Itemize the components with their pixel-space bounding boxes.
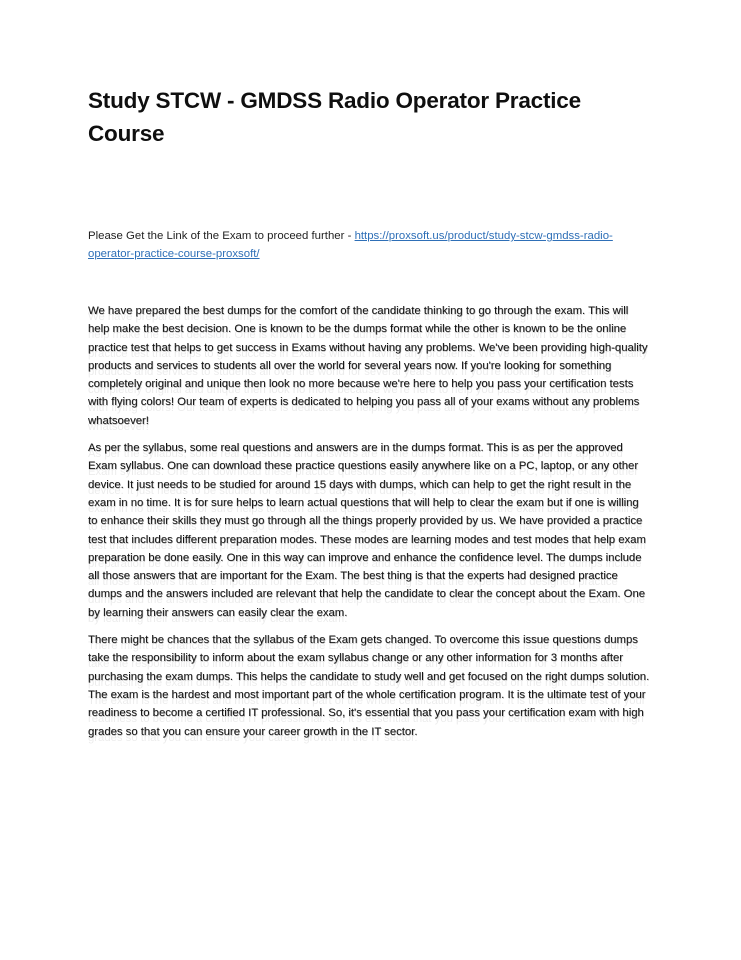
body-text — [88, 302, 650, 750]
paragraph-3: There might be chances that the syllabus of the Exam gets changed. To overcome this issue questions dumps take the responsibility to inform about the exam syllabus change or any other information for 3 months after purchasing the exam dumps. This helps the candidate to study well and get focused on the right dumps solution. The exam is the hardest and most important part of the whole certification program. It is the ultimate test of your readiness to become a certified IT professional. So, it's essential that you pass your certification exam with high grades so that you can ensure your career growth in the IT sector. — [88, 634, 650, 738]
paragraph-2: As per the syllabus, some real questions and answers are in the dumps format. This is as per the approved Exam syllabus. One can download these practice questions easily anywhere like on a PC, laptop, or any other device. It just needs to be studied for around 15 days with dumps, which can help to get the right result in the exam in no time. It is for sure helps to learn actual questions that will help to clear the exam but if one is willing to enhance their skills they must go through all the things properly provided by us. We have provided a practice test that includes different preparation modes. These modes are learning modes and test modes that help exam preparation be done easily. One in this way can improve and enhance the confidence level. The dumps include all those answers that are important for the Exam. The best thing is that the experts had designed practice dumps and the answers included are relevant that help the candidate to clear the concept about the Exam. One by learning their answers can easily clear the exam. — [88, 442, 646, 619]
paragraph-1: We have prepared the best dumps for the comfort of the candidate thinking to go through the exam. This will help make the best decision. One is known to be the dumps format while the other is known to be the online practice test that helps to get success in Exams without having any problems. We've been providing high-quality products and services to students all over the world for several years now. If you're looking for something completely original and unique then look no more because we're here to help you pass your certification tests with flying colors! Our team of experts is dedicated to helping you pass all of your exams without any problems whatsoever! — [88, 305, 648, 427]
exam-link[interactable]: https://proxsoft.us/product/study-stcw-gmdss-radio-operator-practice-course-proxsoft/ — [88, 230, 613, 260]
intro-paragraph — [88, 227, 648, 263]
page-title: Study STCW - GMDSS Radio Operator Practice Course — [88, 88, 581, 146]
intro-text: Please Get the Link of the Exam to proceed further - — [88, 230, 355, 242]
